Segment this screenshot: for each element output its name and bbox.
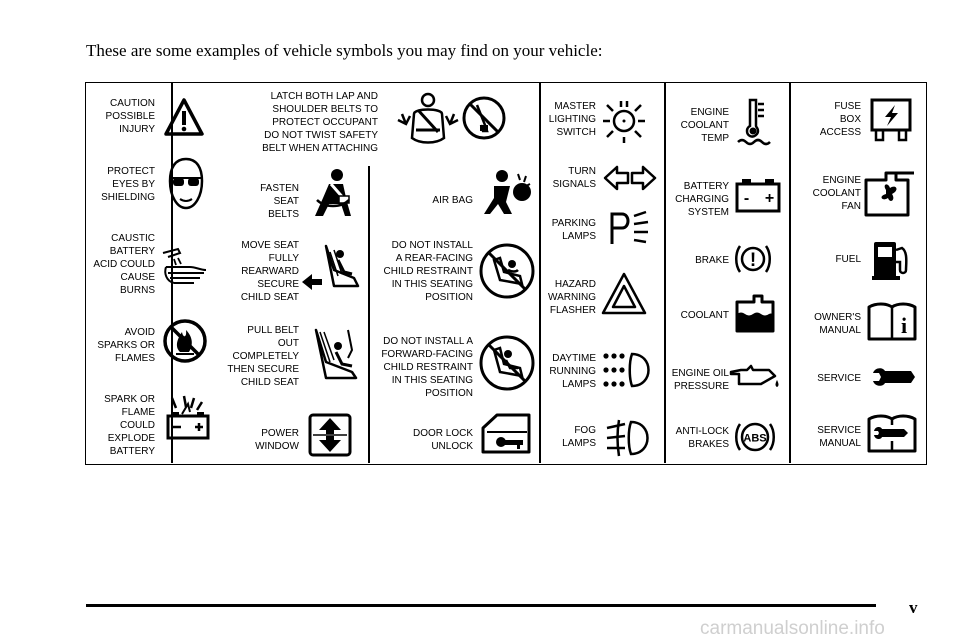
label-coolant-fan: ENGINE COOLANT FAN xyxy=(812,175,861,212)
owners-manual-icon xyxy=(866,301,918,341)
label-caustic-battery: CAUSTIC BATTERY ACID COULD CAUSE BURNS xyxy=(93,233,155,296)
bottom-rule xyxy=(86,604,876,607)
wrench-icon xyxy=(871,363,917,391)
coolant-level-icon xyxy=(734,292,776,334)
label-move-seat: MOVE SEAT FULLY REARWARD SECURE CHILD SEAT xyxy=(240,240,299,303)
acid-burn-icon xyxy=(160,243,212,289)
label-no-rear-facing: DO NOT INSTALL A REAR-FACING CHILD RESTRAINT IN THIS SEATING POSITION xyxy=(383,240,473,303)
column-divider xyxy=(539,83,541,463)
no-forward-facing-seat-icon xyxy=(478,334,536,392)
label-daytime-lamps: DAYTIME RUNNING LAMPS xyxy=(549,353,596,390)
parking-lamps-icon xyxy=(606,210,650,246)
turn-signals-icon xyxy=(603,165,657,191)
fuel-pump-icon xyxy=(870,238,912,282)
label-turn-signals: TURN SIGNALS xyxy=(552,166,596,190)
info-glyph: i xyxy=(900,313,908,338)
battery-plus-glyph: + xyxy=(764,190,775,207)
label-coolant-temp: ENGINE COOLANT TEMP xyxy=(680,107,729,144)
label-no-forward-facing: DO NOT INSTALL A FORWARD-FACING CHILD RESTRAINT IN THIS SEATING POSITION xyxy=(381,336,473,399)
label-protect-eyes: PROTECT EYES BY SHIELDING xyxy=(101,166,155,203)
label-pull-belt: PULL BELT OUT COMPLETELY THEN SECURE CHILD SEAT xyxy=(227,325,299,388)
no-twist-belt-icon xyxy=(461,95,507,141)
oil-pressure-icon xyxy=(729,362,781,390)
label-caution: CAUTION POSSIBLE INJURY xyxy=(105,98,155,135)
power-window-icon xyxy=(307,412,353,458)
label-fuel: FUEL xyxy=(835,254,861,265)
label-service: SERVICE xyxy=(817,373,861,384)
label-fuse-box: FUSE BOX ACCESS xyxy=(819,101,861,138)
watermark: carmanualsonline.info xyxy=(700,618,885,639)
service-manual-icon xyxy=(866,413,918,453)
column-divider xyxy=(368,166,370,463)
hazard-icon xyxy=(600,271,648,317)
label-owners-manual: OWNER'S MANUAL xyxy=(814,312,861,336)
label-fasten-belts: FASTEN SEAT BELTS xyxy=(260,183,299,220)
label-fog-lamps: FOG LAMPS xyxy=(562,425,596,449)
label-door-lock: DOOR LOCK UNLOCK xyxy=(412,428,473,452)
column-divider xyxy=(789,83,791,463)
label-service-manual: SERVICE MANUAL xyxy=(817,425,861,449)
fog-lamps-icon xyxy=(605,418,655,458)
pull-belt-icon xyxy=(308,326,364,382)
battery-explode-icon xyxy=(164,394,212,442)
battery-charging-icon xyxy=(734,176,782,214)
door-lock-icon xyxy=(479,412,533,456)
fuse-box-icon xyxy=(869,97,913,143)
no-rear-facing-seat-icon xyxy=(478,242,536,300)
brake-mark-glyph: ! xyxy=(749,250,757,271)
latch-belt-icon xyxy=(396,92,460,148)
air-bag-icon xyxy=(480,168,532,218)
column-divider xyxy=(664,83,666,463)
label-master-lighting: MASTER LIGHTING SWITCH xyxy=(548,101,596,138)
move-seat-icon xyxy=(300,242,364,296)
label-latch-belts: LATCH BOTH LAP AND SHOULDER BELTS TO PROTECT OCCUPANT DO NOT TWIST SAFETY BELT WHEN ATTACHING xyxy=(262,91,378,154)
label-air-bag: AIR BAG xyxy=(432,195,473,206)
label-spark-explode: SPARK OR FLAME COULD EXPLODE BATTERY xyxy=(104,394,155,457)
label-battery-charging: BATTERY CHARGING SYSTEM xyxy=(675,181,729,218)
label-anti-lock: ANTI-LOCK BRAKES xyxy=(675,426,729,450)
abs-glyph: ABS xyxy=(743,432,767,445)
label-coolant: COOLANT xyxy=(680,310,729,321)
label-avoid-sparks: AVOID SPARKS OR FLAMES xyxy=(97,327,155,364)
brake-icon xyxy=(733,241,773,277)
abs-icon xyxy=(733,418,777,456)
eye-shield-icon xyxy=(166,156,206,212)
intro-text: These are some examples of vehicle symbols you may find on your vehicle: xyxy=(86,41,603,60)
master-lighting-icon xyxy=(601,97,647,145)
page-number: v xyxy=(909,598,918,617)
battery-minus-glyph: - xyxy=(743,190,750,207)
label-parking-lamps: PARKING LAMPS xyxy=(551,218,596,242)
seat-belt-icon xyxy=(307,168,359,220)
coolant-temp-icon xyxy=(736,96,772,148)
label-oil-pressure: ENGINE OIL PRESSURE xyxy=(671,368,729,392)
label-brake: BRAKE xyxy=(695,255,729,266)
label-power-window: POWER WINDOW xyxy=(255,428,299,452)
daytime-running-lamps-icon xyxy=(600,350,656,390)
label-hazard: HAZARD WARNING FLASHER xyxy=(548,279,596,316)
caution-icon xyxy=(163,97,205,137)
coolant-fan-icon xyxy=(862,168,916,218)
no-flame-icon xyxy=(162,318,208,364)
